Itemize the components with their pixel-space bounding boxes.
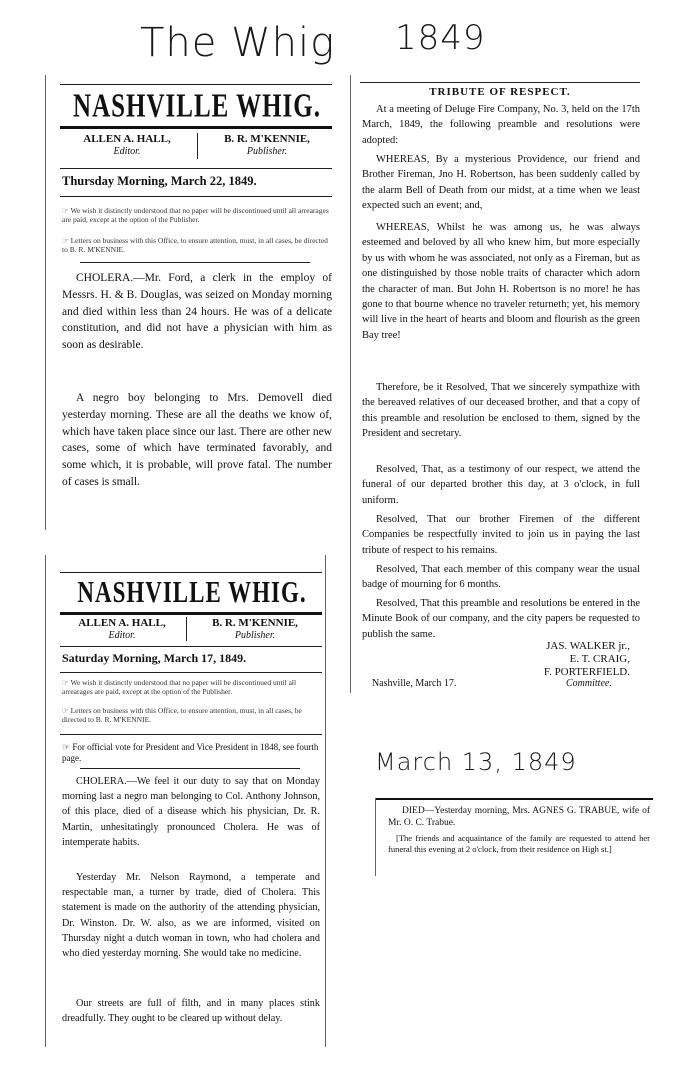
tribute-intro: At a meeting of Deluge Fire Company, No. 3, held on the 17th March, 1849, the following preamble and resolutions were adopted: bbox=[362, 104, 640, 146]
masthead: NASHVILLE WHIG. bbox=[77, 575, 307, 609]
publisher-credit: B. R. M'KENNIE, Publisher. bbox=[212, 617, 298, 641]
tribute-resolution-2: Resolved, That, as a testimony of our respect, we attend the funeral of our departed brother this day, at 3 o'clock, in full uniform. bbox=[362, 464, 640, 506]
handwritten-date-note: March 13, 1849 bbox=[375, 748, 577, 776]
died-announcement: DIED—Yesterday morning, Mrs. AGNES G. TRABUE, wife of Mr. O. C. Trabue. bbox=[388, 806, 650, 828]
cholera-report-johnson: CHOLERA.—We feel it our duty to say that on Monday morning last a negro man belonging to Col. Anthony Johnson, of this place, died of a disease which his physician, Dr. R. Martin, unhesitatingly pronounced Cholera. He was of intemperate habits. bbox=[62, 776, 320, 848]
tribute-place-date: Nashville, March 17. bbox=[372, 678, 457, 689]
tribute-resolution-4: Resolved, That each member of this company wear the usual badge of mourning for 6 months. bbox=[362, 564, 640, 591]
publisher-credit: B. R. M'KENNIE, Publisher. bbox=[224, 133, 310, 157]
cholera-report-ford: CHOLERA.—Mr. Ford, a clerk in the employ of Messrs. H. & B. Douglas, was seized on Monday morning and died within less than 24 hours. He was of a delicate constitution, and did not have a physician with him as soon as desirable. bbox=[62, 272, 332, 352]
subscription-notice: ☞ We wish it distinctly understood that no paper will be discontinued until all arrearages are paid, except at the option of the Publisher. bbox=[62, 678, 297, 696]
tribute-resolution-5: Resolved, That this preamble and resolutions be entered in the Minute Book of our company, and the city papers be requested to publish the same. bbox=[362, 598, 640, 640]
issue-date: Thursday Morning, March 22, 1849. bbox=[62, 174, 257, 188]
masthead: NASHVILLE WHIG. bbox=[73, 88, 321, 125]
tribute-resolution-3: Resolved, That our brother Firemen of the different Companies be respectfully invited to join us in paying the last tribute of respect to his remains. bbox=[362, 514, 640, 556]
tribute-committee-label: Committee. bbox=[566, 678, 612, 689]
cholera-report-deaths: A negro boy belonging to Mrs. Demovell died yesterday morning. These are all the deaths we know of, which have taken place since our last. There are other new cases, some of which have terminated favorably, and some which, it is probable, will prove fatal. The number of cases is small. bbox=[62, 392, 332, 488]
tribute-whereas-1: WHEREAS, By a mysterious Providence, our friend and Brother Fireman, Jno H. Robertson, has been suddenly called by the alarm Bell of Death from our midst, at a time when we least expected such an event; and, bbox=[362, 154, 640, 212]
issue-date: Saturday Morning, March 17, 1849. bbox=[62, 651, 247, 665]
cholera-report-raymond: Yesterday Mr. Nelson Raymond, a temperate and respectable man, a turner by trade, died of Cholera. This statement is made on the authority of the attending physician, Dr. Winston. Dr. W. also, as we are informed, visited on Thursday night a dutch woman in town, who had cholera and who died yesterday morning. She would take no medicine. bbox=[62, 872, 320, 960]
funeral-notice: [The friends and acquaintance of the family are requested to attend her funeral this evening at 2 o'clock, from their residence on High st.] bbox=[388, 833, 650, 854]
vote-notice: ☞ For official vote for President and Vice President in 1848, see fourth page. bbox=[62, 742, 319, 763]
editor-credit: ALLEN A. HALL, Editor. bbox=[83, 133, 171, 157]
business-notice: ☞ Letters on business with this Office, to ensure attention, must, in all cases, be directed to B. R. M'KENNIE. bbox=[62, 236, 328, 254]
business-notice: ☞ Letters on business with this Office, to ensure attention, must, in all cases, be directed to B. R. M'KENNIE. bbox=[62, 706, 302, 724]
editor-credit: ALLEN A. HALL, Editor. bbox=[78, 617, 166, 641]
handwritten-year: 1849 bbox=[395, 18, 486, 58]
tribute-resolution-1: Therefore, be it Resolved, That we sincerely sympathize with the bereaved relatives of our deceased brother, and that a copy of this preamble and resolution be enclosed to them, signed by the President and secretary. bbox=[362, 382, 640, 440]
tribute-whereas-2: WHEREAS, Whilst he was among us, he was always esteemed and beloved by all who knew him, but more especially by us with whom he was associated, not only as a Fireman, but as one distinguished by those noble traits of character which adorn the character of man. But John H. Robertson is no more! he has gone to that bourne whence no traveler returneth; yet, his memory will live in the heart of hearts and bloom and flourish as the green Bay tree! bbox=[362, 222, 640, 341]
tribute-heading: TRIBUTE OF RESPECT. bbox=[429, 86, 571, 98]
subscription-notice: ☞ We wish it distinctly understood that no paper will be discontinued until all arrearages are paid, except at the option of the Publisher. bbox=[62, 206, 329, 224]
committee-signers: JAS. WALKER jr., E. T. CRAIG, F. PORTERFIELD. bbox=[543, 640, 630, 678]
streets-notice: Our streets are full of filth, and in many places stink dreadfully. They ought to be cleared up without delay. bbox=[62, 998, 320, 1025]
handwritten-title: The Whig bbox=[140, 20, 336, 66]
